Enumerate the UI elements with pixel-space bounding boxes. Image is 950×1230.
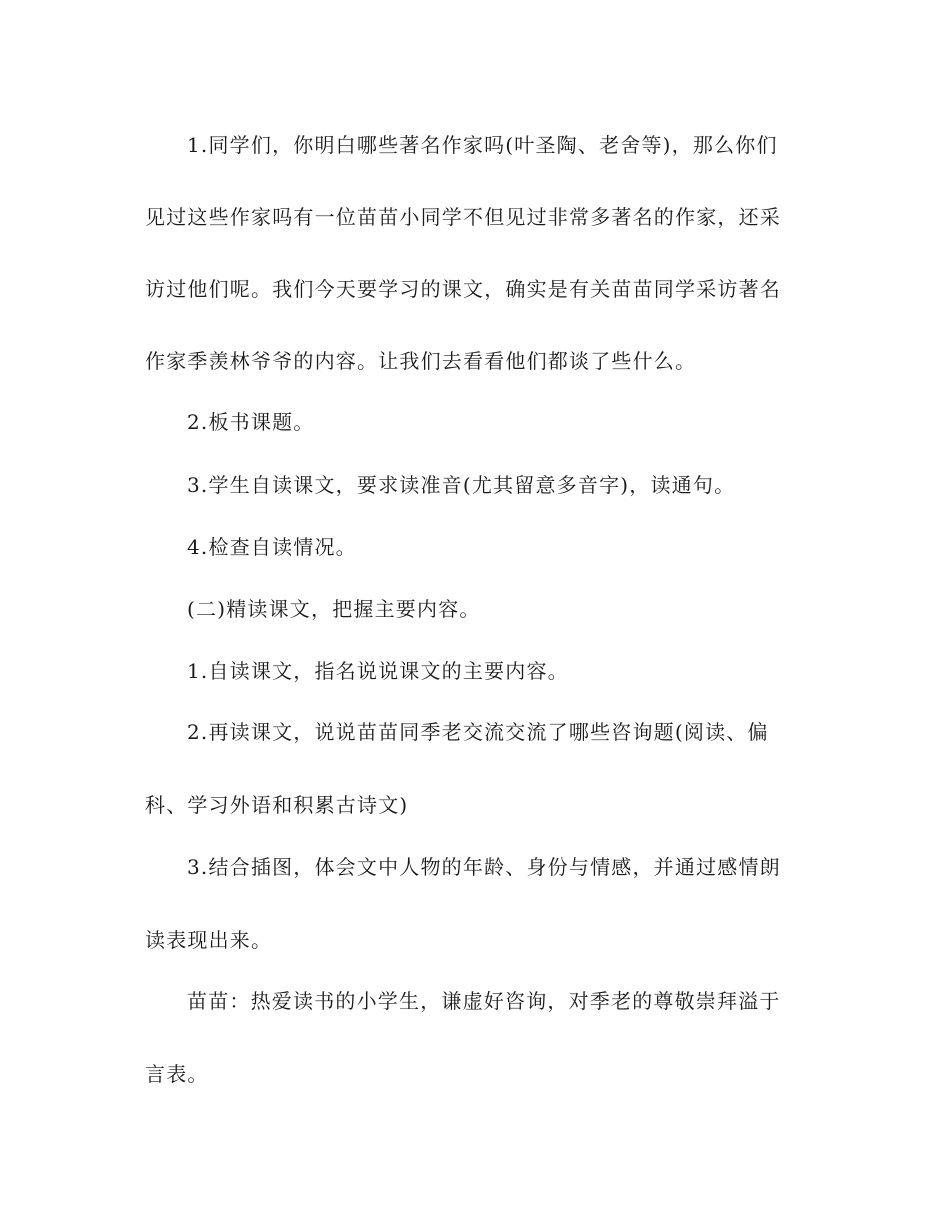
section-heading: (二)精读课文，把握主要内容。 xyxy=(187,597,481,621)
paragraph-line: 读表现出来。 xyxy=(145,928,273,952)
paragraph-line: 访过他们呢。我们今天要学习的课文，确实是有关苗苗同学采访著名 xyxy=(145,277,781,301)
paragraph-line: 见过这些作家吗有一位苗苗小同学不但见过非常多著名的作家，还采 xyxy=(145,205,781,229)
paragraph-line: 2.再读课文，说说苗苗同季老交流交流了哪些咨询题(阅读、偏 xyxy=(187,720,769,744)
paragraph-line: 3.学生自读课文，要求读准音(尤其留意多音字)，读通句。 xyxy=(187,473,736,497)
paragraph-line: 1.同学们，你明白哪些著名作家吗(叶圣陶、老舍等)，那么你们 xyxy=(187,133,778,157)
paragraph-line: 苗苗：热爱读书的小学生，谦虚好咨询，对季老的尊敬崇拜溢于 xyxy=(187,989,781,1013)
paragraph-line: 2.板书课题。 xyxy=(187,410,315,434)
paragraph-line: 3.结合插图，体会文中人物的年龄、身份与情感，并通过感情朗 xyxy=(187,855,781,879)
paragraph-line: 科、学习外语和积累古诗文) xyxy=(145,793,409,817)
paragraph-line: 1.自读课文，指名说说课文的主要内容。 xyxy=(187,659,569,683)
paragraph-line: 4.检查自读情况。 xyxy=(187,535,357,559)
paragraph-line: 作家季羡林爷爷的内容。让我们去看看他们都谈了些什么。 xyxy=(145,349,697,373)
paragraph-line: 言表。 xyxy=(145,1062,209,1086)
